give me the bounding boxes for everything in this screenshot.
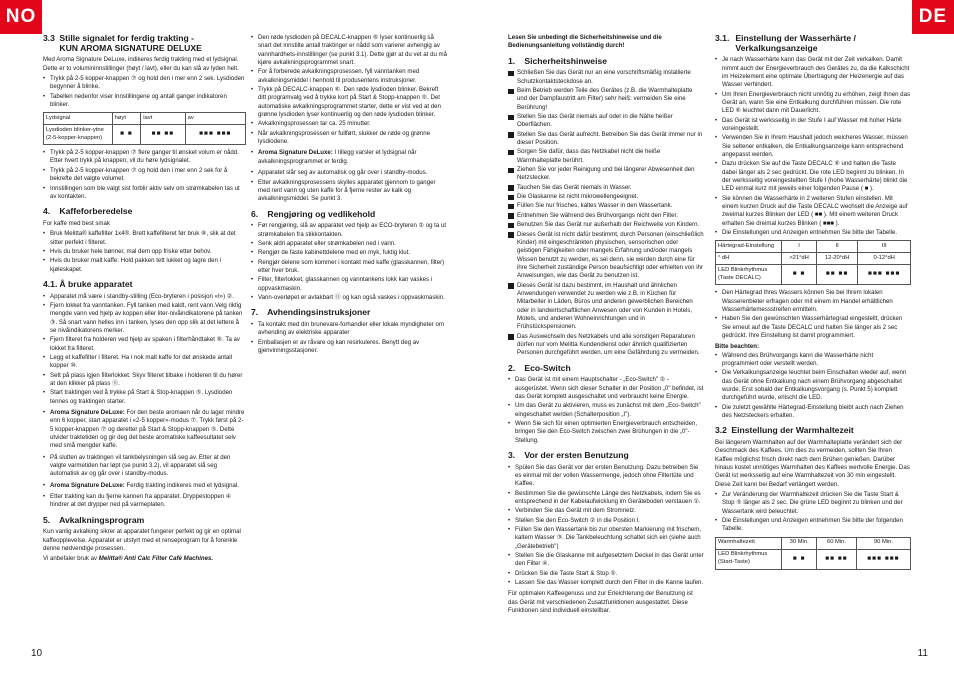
aroma-note-1: • Aroma Signature DeLuxe: For den beste aromaen når du lager mindre enn 6 kopper, start apparatet i «2-5 kopper»-modus ⑦. Trykk først på 2-5 kopper-knappen ⑦ og deretter på Start & Stopp-knappen ⑤. Dette utvider traktetiden og gir deg det beste aromatiske kaffeesultatet selv med små mengder kaffe. [43, 409, 246, 451]
section-2-list [508, 376, 704, 445]
list-item: • Start traktingen ved å trykke på Start & Stop-knappen ⑤. Lysdioden tennes og traktingen starter. [43, 389, 246, 406]
list-item: • Sett på plass igjen filterlokket. Skyv filteret tilbake i holderen til du hører at den klikker på plass ⑪. [43, 372, 246, 389]
section-4-1-list-2 [43, 454, 246, 479]
warning-item: Benutzen Sie das Gerät nur außerhalb der Reichweite von Kindern. [508, 221, 704, 229]
list-item: • Trykk på 2-5 kopper-knappen ⑦ og hold den i mer enn 2 sek. Lysdioden begynner å blinke. [43, 75, 246, 92]
section-4-heading: 4. Kaffeforberedelse [43, 206, 133, 217]
list-item: • Das Gerät ist mit einem Hauptschalter - „Eco-Switch" ② - ausgerüstet. Wenn sich dieser Schalter in der Position „0" befindet, ist das Gerät komplett ausgeschaltet und verbraucht keine Energie. [508, 376, 704, 401]
list-item: • Den Härtegrad Ihres Wassers können Sie bei Ihrem lokalen Wasserenbieter erfragen oder mit einem im Handel erhältlichen Wasserhärtemessstreifen ermitteln. [715, 289, 911, 314]
decalc-list-2 [251, 169, 447, 203]
list-item: • Apparatet må være i standby-stilling (Eco-bryteren i posisjon «I») ②. [43, 293, 246, 301]
warning-item: Beim Betrieb werden Teile des Gerätes (z.B. die Warmhalteplatte und der Dampfaustritt am Filter) sehr heiß: vermeiden Sie eine Berührung! [508, 87, 704, 112]
section-4-intro: For kaffe med best smak [43, 219, 110, 227]
warning-item: Sorgen Sie dafür, dass das Netzkabel nicht die heiße Warmhalteplatte berührt. [508, 148, 704, 165]
list-item: • Trykk på 2-5 kopper-knappen ⑦ flere ganger til ønsket volum er nådd. Etter hvert trykk på knappen, vil du høre lydsignalet. [43, 149, 246, 166]
column-no-1 [43, 34, 246, 566]
warning-item: Entnehmen Sie während des Brühvorgangs nicht den Filter. [508, 212, 704, 220]
column-no-2 [251, 34, 447, 358]
list-item: • Etter avkalkningsprosessens skylles apparatet gjennom to ganger med rent vann og uten kaffe for å fjerne rester av kalk og avkalkningsmiddel. Se punkt 3. [251, 179, 447, 204]
list-item: • Rengjør delene som kommer i kontakt med kaffe (glasskannen, filter) etter hver bruk. [251, 259, 447, 276]
list-item: • Vann-overløpet er avtakbart ⑪ og kan også vaskes i oppvaskmaskin. [251, 294, 447, 302]
keep-warm-table: Warmhaltezeit 30 Min. 60 Min. 90 Min. LED Blinkrhythmus (Start-Taste) ■ ■ ■■ ■■ ■■■ ■■■ [715, 537, 911, 570]
section-3-2-heading: 3.2 Einstellung der Warmhaltezeit [715, 425, 854, 436]
list-item: • Apparatet slår seg av automatisk og går over i standby-modus. [251, 169, 447, 177]
list-item: • Spülen Sie das Gerät vor der ersten Benutzung. Dazu betreiben Sie es einmal mit der vollen Wassermenge, jedoch ohne Filtertüte und Kaffee. [508, 464, 704, 489]
section-3-2-list [715, 491, 911, 534]
list-item: • Filter, filterlokket, glasskannen og vanntankens lokk kan vaskes i oppvaskmaskin. [251, 276, 447, 293]
list-item: • Verwenden Sie in Ihrem Haushalt jedoch weicheres Wasser, müssen Sie seltener entkalken, die Entkalkungsanzeige kann entsprechend angepasst werden. [715, 134, 911, 159]
list-item: • Emballasjen er av råvare og kan resirkuleres. Benytt deg av gjenvinningsstasjoner. [251, 339, 447, 356]
list-item: • Senk aldri apparatet eller strømkabelen ned i vann. [251, 240, 447, 248]
list-item: • Rengjør de faste kabinettdelene med en myk, fuktig klut. [251, 249, 447, 257]
section-3-1-heading: 3.1. Einstellung der Wasserhärte / Verkalkungsanzeige [715, 33, 856, 53]
list-item: • Füllen Sie den Wassertank bis zur obersten Markierung mit frischem, kaltem Wasser ③. Die Tankbeleuchtung schaltet sich ein (siehe auch „Gerätebetrieb") [508, 526, 704, 551]
list-item: • Etter trakting kan du fjerne kannen fra apparatet. Dryppestoppen ④ hindrer at det drypper ned på varmeplaten. [43, 493, 246, 510]
page-number-right: 11 [917, 648, 928, 659]
list-item: • Die Einstellungen und Anzeigen entnehmen Sie bitte der folgenden Tabelle. [715, 517, 911, 534]
note-title: Bitte beachten: [715, 343, 760, 351]
list-item: • Avkalkningsprosessen tar ca. 25 minutter. [251, 120, 447, 128]
list-item: • Das Gerät ist werksseitig in der Stufe I auf Wasser mit hoher Härte voreingestellt. [715, 117, 911, 134]
section-6-list [251, 222, 447, 302]
section-7-heading: 7. Avhendingsinstruksjoner [251, 307, 371, 318]
list-item: • Trykk på DECALC-knappen ⑥. Den røde lysdioden blinker. Bekreft ditt programvalg ved å trykke kort på Start & Stopp-knappen ⑤. Det automatiske avkalkningsprogrammet starter, dette er vist ved at den grønne lysdioden lyser kontinuerlig og den røde lysdioden blinker. [251, 86, 447, 119]
warning-item: Das Auswechseln des Netzkabels und alle sonstigen Reparaturen dürfen nur vom Melitta Kundendienst oder ähnlich qualifizierten Personen durchgeführt werden, um eine Gefährdung zu vermeiden. [508, 333, 704, 358]
section-4-list [43, 230, 246, 274]
section-5-heading: 5. Avkalkningsprogram [43, 514, 145, 525]
list-item: • Die zuletzt gewählte Härtegrad-Einstellung bleibt auch nach Ziehen des Netzsteckers erhalten. [715, 404, 911, 421]
sound-signal-table: Lydsignal høyt lavt av Lysdioden blinker-ytne (2-5-kopper-knappen) ■ ■ ■■ ■■ ■■■ ■■■ [43, 112, 246, 145]
list-item: • Lassen Sie das Wasser komplett durch den Filter in die Kanne laufen. [508, 579, 704, 587]
warning-item: Tauchen Sie das Gerät niemals in Wasser. [508, 184, 704, 192]
list-item: • Ta kontakt med din brunevare-forhandler eller lokale myndigheter om avhending av elektriske apparater [251, 321, 447, 338]
list-item: • Legg et kaffefilter i filteret. Ha i nok malt kaffe for det ønskede antall kopper ⑩. [43, 354, 246, 371]
warning-item: Dieses Gerät ist dazu bestimmt, im Haushalt und ähnlichen Anwendungen verwendet zu werden wie z.B. in Küchen für Mitarbeiter in Läden, Büros und anderen gewerblichen Bereichen oder in landwirtschaftlichen Anwesen oder von Kunden in Hotels, Motels, und anderen Wohneinrichtungen und in Frühstückspensionen. [508, 282, 704, 332]
list-item: • Wenn Sie sich für einen optimierten Energieverbrauch entscheiden, bringen Sie den Eco-Switch zwischen zwei Brühungen in die „0"-Stellung. [508, 420, 704, 445]
section-4-1-heading: 4.1. Å bruke apparatet [43, 278, 133, 289]
list-item: • Die Verkalkungsanzeige leuchtet beim Einschalten wieder auf, wenn das Gerät ohne Entkalkung nach einem Brühvorgang abgeschaltet wurde. Erst sobald der Entkalkungsvorgang (s. Punkt 5) komplett durchgeführt wurde, erlischt die LED. [715, 369, 911, 402]
list-item: • Je nach Wasserhärte kann das Gerät mit der Zeit verkalken. Damit nimmt auch der Energieverbrauch des Gerätes zu, da die Kalkschicht im Heizelement eine optimale Übertragung der Heizenergie auf das Wasser verhindert. [715, 56, 911, 89]
section-3-1-list [715, 56, 911, 237]
list-item: • Før rengjøring, slå av apparatet ved hjelp av ECO-bryteren ② og ta ut strømkabelen fra stikkontakten. [251, 222, 447, 239]
language-badge-no: NO [0, 0, 42, 34]
section-4-1-list-3 [43, 493, 246, 510]
list-item: • Stellen Sie den Eco-Switch ② in die Position I. [508, 517, 704, 525]
list-item: • Die Einstellungen und Anzeigen entnehmen Sie bitte der Tabelle. [715, 229, 911, 237]
list-item: • Um Ihren Energieverbrauch nicht unnötig zu erhöhen, zeigt Ihnen das Gerät an, wann Sie eine Entkalkung durchführen müssen. Die rote LED ⑥ leuchtet dann mit Dauerlicht. [715, 91, 911, 116]
section-3-list [508, 464, 704, 588]
list-item: • Während des Brühvorgangs kann die Wasserhärte nicht programmiert oder verstellt werden. [715, 352, 911, 369]
list-item: • Hvis du bruker hele bønner, mal dem opp friske etter behov. [43, 248, 246, 256]
list-item: • Når avkalkningsprosessen er fullført, slukker de røde og grønne lysdiodene. [251, 130, 447, 147]
list-item: • Verbinden Sie das Gerät mit dem Stromnetz. [508, 507, 704, 515]
section-2-heading: 2. Eco-Switch [508, 362, 571, 373]
list-item: • Fjern filteret fra holderen ved hjelp av spaken i filterhåndtaket ⑨. Ta av lokket fra filteret. [43, 336, 246, 353]
list-item: • Bruk Melitta® kaffefilter 1x4®. Brett kaffefilteret før bruk ⑧, slik at det sitter perfekt i filteret. [43, 230, 246, 247]
section-3-3-list [43, 75, 246, 109]
list-item: • Zur Veränderung der Warmhaltezeit drücken Sie die Taste Start & Stop ⑤ länger als 2 sec. Die grüne LED beginnt zu blinken und der Wassertank wird beleuchtet. [715, 491, 911, 516]
warning-item: Ziehen Sie vor jeder Reinigung und bei längerer Abwesenheit den Netzstecker. [508, 166, 704, 183]
section-7-list [251, 321, 447, 355]
section-3-3-list-2 [43, 149, 246, 201]
warning-item: Die Glaskanne ist nicht mikrowellengeeignet. [508, 193, 704, 201]
warning-item: Stellen Sie das Gerät aufrecht. Betreiben Sie das Gerät immer nur in dieser Position. [508, 131, 704, 148]
column-de-2 [715, 34, 911, 574]
water-hardness-table: Härtegrad-Einstellung I II III ° dH >21°dH 12-20°dH 0-12°dH LED Blinkrhythmus (Taste DECALC) ■ ■ ■■ ■■ ■■■ ■■■ [715, 240, 911, 285]
list-item: • På slutten av traktingen vil tankbelysningen slå seg av. Etter at den valgte varmetiden har løpt (se punkt 3.2), vil apparatet slå seg automatisk av og går over i standby-modus. [43, 454, 246, 479]
list-item: • Fjern lokket fra vanntanken. Fyll tanken med kaldt, rent vann.Velg riktig mengde vann ved hjelp av koppen eller liter-nivåindikatorene på tanken ③. Så snart vann helles inn i tanken, lyses den opp slik at det lettere å se nivåindikatorens merker. [43, 302, 246, 335]
section-6-heading: 6. Rengjøring og vedlikehold [251, 208, 376, 219]
decalc-list [251, 34, 447, 146]
list-item: • Tabellen nedenfor viser innstillingene og antall ganger indikatoren blinker. [43, 93, 246, 110]
aroma-note-3: • Aroma Signature DeLuxe: I tillegg varsler et lydsignal når avkalkningsprogrammet er ferdig. [251, 149, 447, 166]
section-5-recommend: Vi anbefaler bruk av Melitta® Anti Calc Filter Café Machines. [43, 555, 214, 563]
warning-item: Füllen Sie nur frisches, kaltes Wasser in den Wassertank. [508, 202, 704, 210]
aroma-note-2: • Aroma Signature DeLuxe: Ferdig trakting indikeres med et lydsignal. [43, 482, 246, 490]
section-3-2-text: Bei längerem Warmhalten auf der Warmhalteplatte verändert sich der Geschmack des Kaffees. Um dies zu vermeiden, sollten Sie Ihren Kaffee möglichst frisch direkt nach dem Brühen genießen. Darüber hinaus kostet unnötiges Warmhalten des Kaffees wertvolle Energie. Das Gerät ist werksseitig auf eine Warmhaltezeit von 30 min eingestellt. Diese Zeit kann bei Bedarf verlängert werden. [715, 439, 910, 488]
section-3-3-intro: Med Aroma Signature DeLuxe, indikeres ferdig trakting med et lydsignal. Dette er to volumininnstillinger (høyt / lavt), eller du kan slå av lyden helt. [43, 56, 239, 72]
section-3-1-list-2 [715, 289, 911, 340]
list-item: • Haben Sie den gewünschten Wasserhärtegrad eingestellt, drücken Sie erneut auf die Taste DECALC und halten Sie länger als 2 sec gedrückt. Ihre Einstellung ist damit programmiert. [715, 315, 911, 340]
list-item: • Trykk på 2-5 kopper-knappen ⑦ og hold den i mer enn 2 sek for å bekrefte det valgte volumet. [43, 167, 246, 184]
section-5-text: Kun vanlig avkalking sikrer at apparatet fungerer perfekt og gir en optimal kaffeopplevelse. Apparatet er utstyrt med et renseprogram for å forenkle denne nødvendige prosessen. [43, 528, 241, 553]
section-3-heading: 3. Vor der ersten Benutzung [508, 450, 629, 461]
warning-item: Schließen Sie das Gerät nur an eine vorschriftsmäßig installierte Schutzkontaktsteckdose an. [508, 69, 704, 86]
warning-list [508, 69, 704, 357]
list-item: • Den røde lysdioden på DECALC-knappen ⑥ lyser kontinuerlig så snart det innstilte antall traktinger er nådd som varierer avhengig av vannhardhets-innstillinger (se punkt 3.1). Dette gjør at du vet at du må kjøre avkalkningsprogrammet snart. [251, 34, 447, 67]
list-item: • For å forberede avkalkningsprosessen, fyll vanntanken med avkalkningsmiddel i henhold til produsentens instruksjoner. [251, 68, 447, 85]
list-item: • Sie können die Wasserhärte in 2 weiteren Stufen einstellen. Mit einem kurzen Druck auf die Taste DECALC wechselt die Anzeige auf zweimal kurzes Blinken der LED ( ■■ ). Mit einem weiteren Druck erhalten Sie dreimal kurzes Blinken ( ■■■ ). [715, 195, 911, 228]
section-3-text: Für optimalen Kaffeegenuss und zur Erleichterung der Benutzung ist das Gerät mit verschiedenen Zusatzfunktionen ausgestattet. Diese Funktionen sind individuell einstellbar. [508, 590, 693, 615]
list-item: • Hvis du bruker malt kaffe: Hold pakken tett lukket og lagre den i kjøleskapet. [43, 257, 246, 274]
list-item: • Bestimmen Sie die gewünschte Länge des Netzkabels, indem Sie es entsprechend in der Kabelaufwicklung im Geräteboden verstauen ①. [508, 490, 704, 507]
warning-item: Stellen Sie das Gerät niemals auf oder in die Nähe heißer Oberflächen. [508, 113, 704, 130]
safety-intro: Lesen Sie unbedingt die Sicherheitshinweise und die Bedienungsanleitung vollständig durch! [508, 34, 662, 50]
column-de-1 [508, 34, 704, 618]
list-item: • Stellen Sie die Glaskanne mit aufgesetztem Deckel in das Gerät unter den Filter ④. [508, 552, 704, 569]
warning-item: Dieses Gerät ist nicht dafür bestimmt, durch Personen (einschließlich Kinder) mit eingeschränkten physischen, sensorischen oder geistigen Fähigkeiten oder mangels Erfahrung und/oder mangels Wissen benutzt zu werden, es sei denn, sie werden durch eine für ihre Sicherheit zuständige Person beaufsichtigt oder erhielten von ihr Anweisungen, wie das Gerät zu benutzen ist. [508, 231, 704, 281]
list-item: • Drücken Sie die Taste Start & Stop ⑤. [508, 570, 704, 578]
list-item: • Innstillingen som ble valgt sist forblir aktiv selv om strømkabelen tas ut av kontakten. [43, 185, 246, 202]
section-3-3-heading: 3.3 Stille signalet for ferdig trakting - KUN AROMA SIGNATURE DELUXE [43, 33, 202, 53]
list-item: • Um das Gerät zu aktivieren, muss es zunächst mit dem „Eco-Switch" eingeschaltet werden (Schalterposition „I"). [508, 402, 704, 419]
section-4-1-list [43, 293, 246, 406]
page-number-left: 10 [31, 648, 43, 659]
note-list [715, 352, 911, 421]
section-1-heading: 1. Sicherheitshinweise [508, 55, 608, 66]
language-badge-de: DE [912, 0, 954, 34]
list-item: • Dazu drücken Sie auf die Taste DECALC ⑥ und halten die Taste dabei länger als 2 sec gedrückt. Die rote LED beginnt zu blinken. In der werksseitig voreingestellten Stufe I (hohe Wasserhärte) blinkt die LED einmal kurz mit jeweils einer folgenden Pause ( ■ ). [715, 160, 911, 193]
